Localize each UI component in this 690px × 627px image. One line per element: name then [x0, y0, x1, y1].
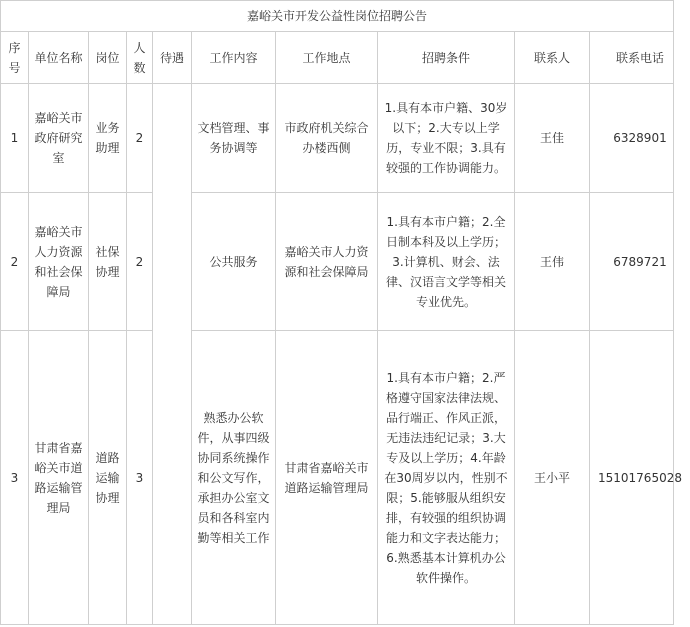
- row-location: 嘉峪关市人力资源和社会保障局: [276, 193, 378, 331]
- header-post: 岗位: [89, 32, 127, 84]
- header-duties: 工作内容: [192, 32, 276, 84]
- row-seq: 1: [1, 84, 29, 193]
- header-unit: 单位名称: [29, 32, 89, 84]
- row-requirements: 1.具有本市户籍、30岁以下；2.大专以上学历，专业不限；3.具有较强的工作协调能力。: [378, 84, 515, 193]
- header-wage: 待遇: [153, 32, 192, 84]
- row-phone: 15101765028: [590, 331, 674, 625]
- row-duties: 公共服务: [192, 193, 276, 331]
- row-unit: 嘉峪关市人力资源和社会保障局: [29, 193, 89, 331]
- row-unit: 甘肃省嘉峪关市道路运输管理局: [29, 331, 89, 625]
- table-row: [1, 84, 674, 193]
- row-requirements: 1.具有本市户籍；2.严格遵守国家法律法规、品行端正、作风正派，无违法违纪记录；3.大专及以上学历；4.年龄在30周岁以内，性别不限；5.能够服从组织安排，有较强的组织协调能力和文字表达能力；6.熟悉基本计算机办公软件操作。: [378, 331, 515, 625]
- row-unit: 嘉峪关市政府研究室: [29, 84, 89, 193]
- row-location: 甘肃省嘉峪关市道路运输管理局: [276, 331, 378, 625]
- row-phone: 6328901: [590, 84, 674, 193]
- header-count: 人数: [127, 32, 153, 84]
- row-count: 3: [127, 331, 153, 625]
- row-count: 2: [127, 84, 153, 193]
- row-duties: 文档管理、事务协调等: [192, 84, 276, 193]
- header-requirements: 招聘条件: [378, 32, 515, 84]
- row-wage: [153, 84, 192, 625]
- row-seq: 3: [1, 331, 29, 625]
- table-title: 嘉峪关市开发公益性岗位招聘公告: [1, 1, 674, 32]
- row-duties: 熟悉办公软件，从事四级协同系统操作和公文写作，承担办公室文员和各科室内勤等相关工作: [192, 331, 276, 625]
- row-post: 社保协理: [89, 193, 127, 331]
- row-seq: 2: [1, 193, 29, 331]
- row-post: 业务助理: [89, 84, 127, 193]
- table-row: [1, 193, 674, 331]
- row-post: 道路运输协理: [89, 331, 127, 625]
- header-row: [1, 32, 674, 84]
- row-phone: 6789721: [590, 193, 674, 331]
- row-contact: 王伟: [515, 193, 590, 331]
- row-contact: 王小平: [515, 331, 590, 625]
- header-location: 工作地点: [276, 32, 378, 84]
- header-contact: 联系人: [515, 32, 590, 84]
- row-count: 2: [127, 193, 153, 331]
- row-requirements: 1.具有本市户籍；2.全日制本科及以上学历；3.计算机、财会、法律、汉语言文学等相关专业优先。: [378, 193, 515, 331]
- table-row: [1, 331, 674, 625]
- row-location: 市政府机关综合办楼西侧: [276, 84, 378, 193]
- header-phone: 联系电话: [590, 32, 674, 84]
- header-seq: 序号: [1, 32, 29, 84]
- row-contact: 王佳: [515, 84, 590, 193]
